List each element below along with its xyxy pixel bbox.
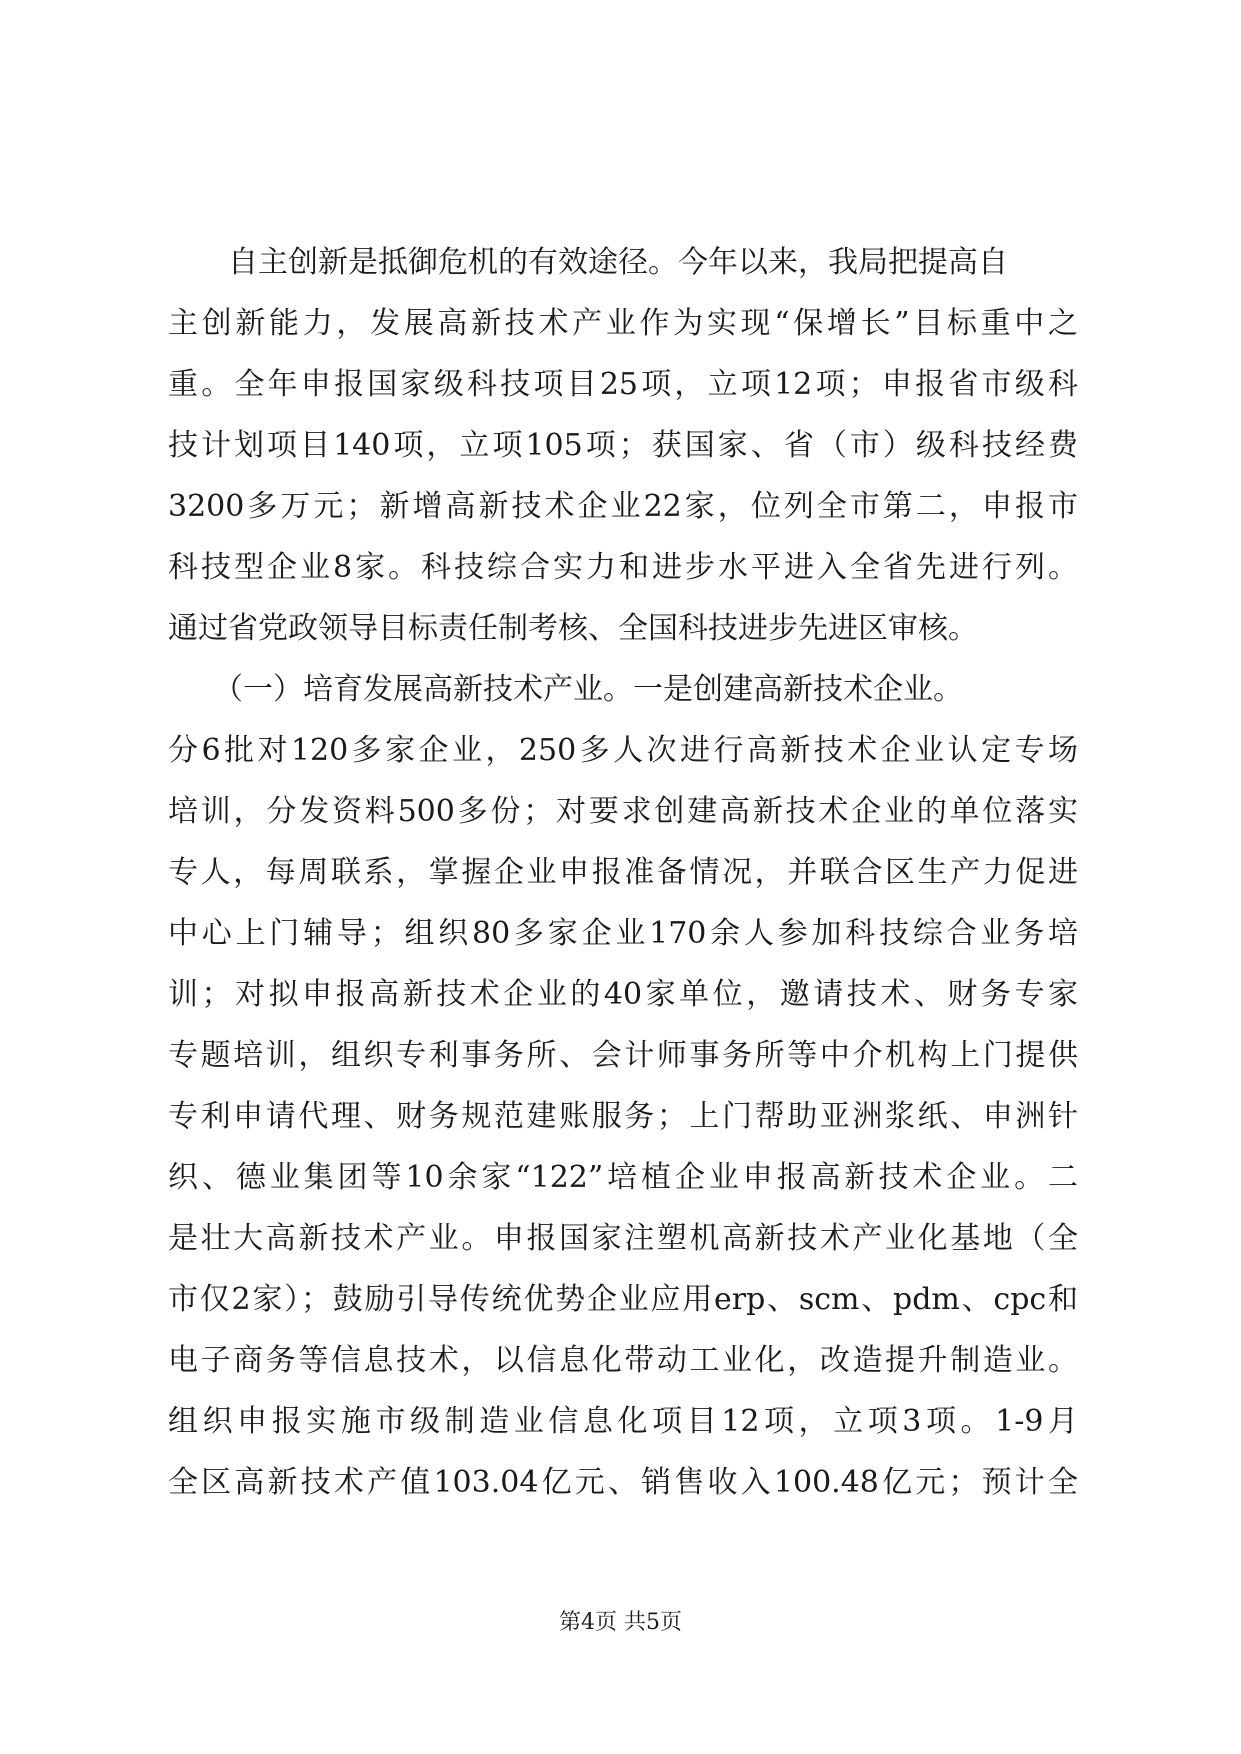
paragraph-line: 是壮大高新技术产业。申报国家注塑机高新技术产业化基地（全 <box>168 1221 1078 1256</box>
paragraph-line: 自主创新是抵御危机的有效途径。今年以来，我局把提高自 <box>168 245 1008 280</box>
paragraph-line: 科技型企业8家。科技综合实力和进步水平进入全省先进行列。 <box>168 550 1078 585</box>
paragraph-line: 电子商务等信息技术，以信息化带动工业化，改造提升制造业。 <box>168 1343 1078 1378</box>
paragraph-line: 中心上门辅导；组织80多家企业170余人参加科技综合业务培 <box>168 916 1078 951</box>
paragraph-line: 分6批对120多家企业，250多人次进行高新技术企业认定专场 <box>168 733 1078 768</box>
paragraph-line: 主创新能力，发展高新技术产业作为实现“保增长”目标重中之 <box>168 306 1078 341</box>
paragraph-line: 技计划项目140项，立项105项；获国家、省（市）级科技经费 <box>168 428 1078 463</box>
paragraph-line: 全区高新技术产值103.04亿元、销售收入100.48亿元；预计全 <box>168 1465 1078 1500</box>
paragraph-line: 织、德业集团等10余家“122”培植企业申报高新技术企业。二 <box>168 1160 1078 1195</box>
document-body <box>168 232 1078 1513</box>
paragraph-line: 组织申报实施市级制造业信息化项目12项，立项3项。1-9月 <box>168 1404 1078 1439</box>
paragraph-line: 市仅2家）；鼓励引导传统优势企业应用erp、scm、pdm、cpc和 <box>168 1282 1078 1317</box>
paragraph-line: 专利申请代理、财务规范建账服务；上门帮助亚洲浆纸、申洲针 <box>168 1099 1078 1134</box>
paragraph-line: 培训，分发资料500多份；对要求创建高新技术企业的单位落实 <box>168 794 1078 829</box>
paragraph-line: 专题培训，组织专利事务所、会计师事务所等中介机构上门提供 <box>168 1038 1078 1073</box>
paragraph-line: 通过省党政领导目标责任制考核、全国科技进步先进区审核。 <box>168 611 978 646</box>
paragraph-line: 训；对拟申报高新技术企业的40家单位，邀请技术、财务专家 <box>168 977 1078 1012</box>
paragraph-line: （一）培育发展高新技术产业。一是创建高新技术企业。 <box>168 672 963 707</box>
paragraph-line: 专人，每周联系，掌握企业申报准备情况，并联合区生产力促进 <box>168 855 1078 890</box>
page-number-footer: 第4页 共5页 <box>559 1610 682 1635</box>
paragraph-line: 3200多万元；新增高新技术企业22家，位列全市第二，申报市 <box>168 489 1078 524</box>
paragraph-line: 重。全年申报国家级科技项目25项，立项12项；申报省市级科 <box>168 367 1078 402</box>
